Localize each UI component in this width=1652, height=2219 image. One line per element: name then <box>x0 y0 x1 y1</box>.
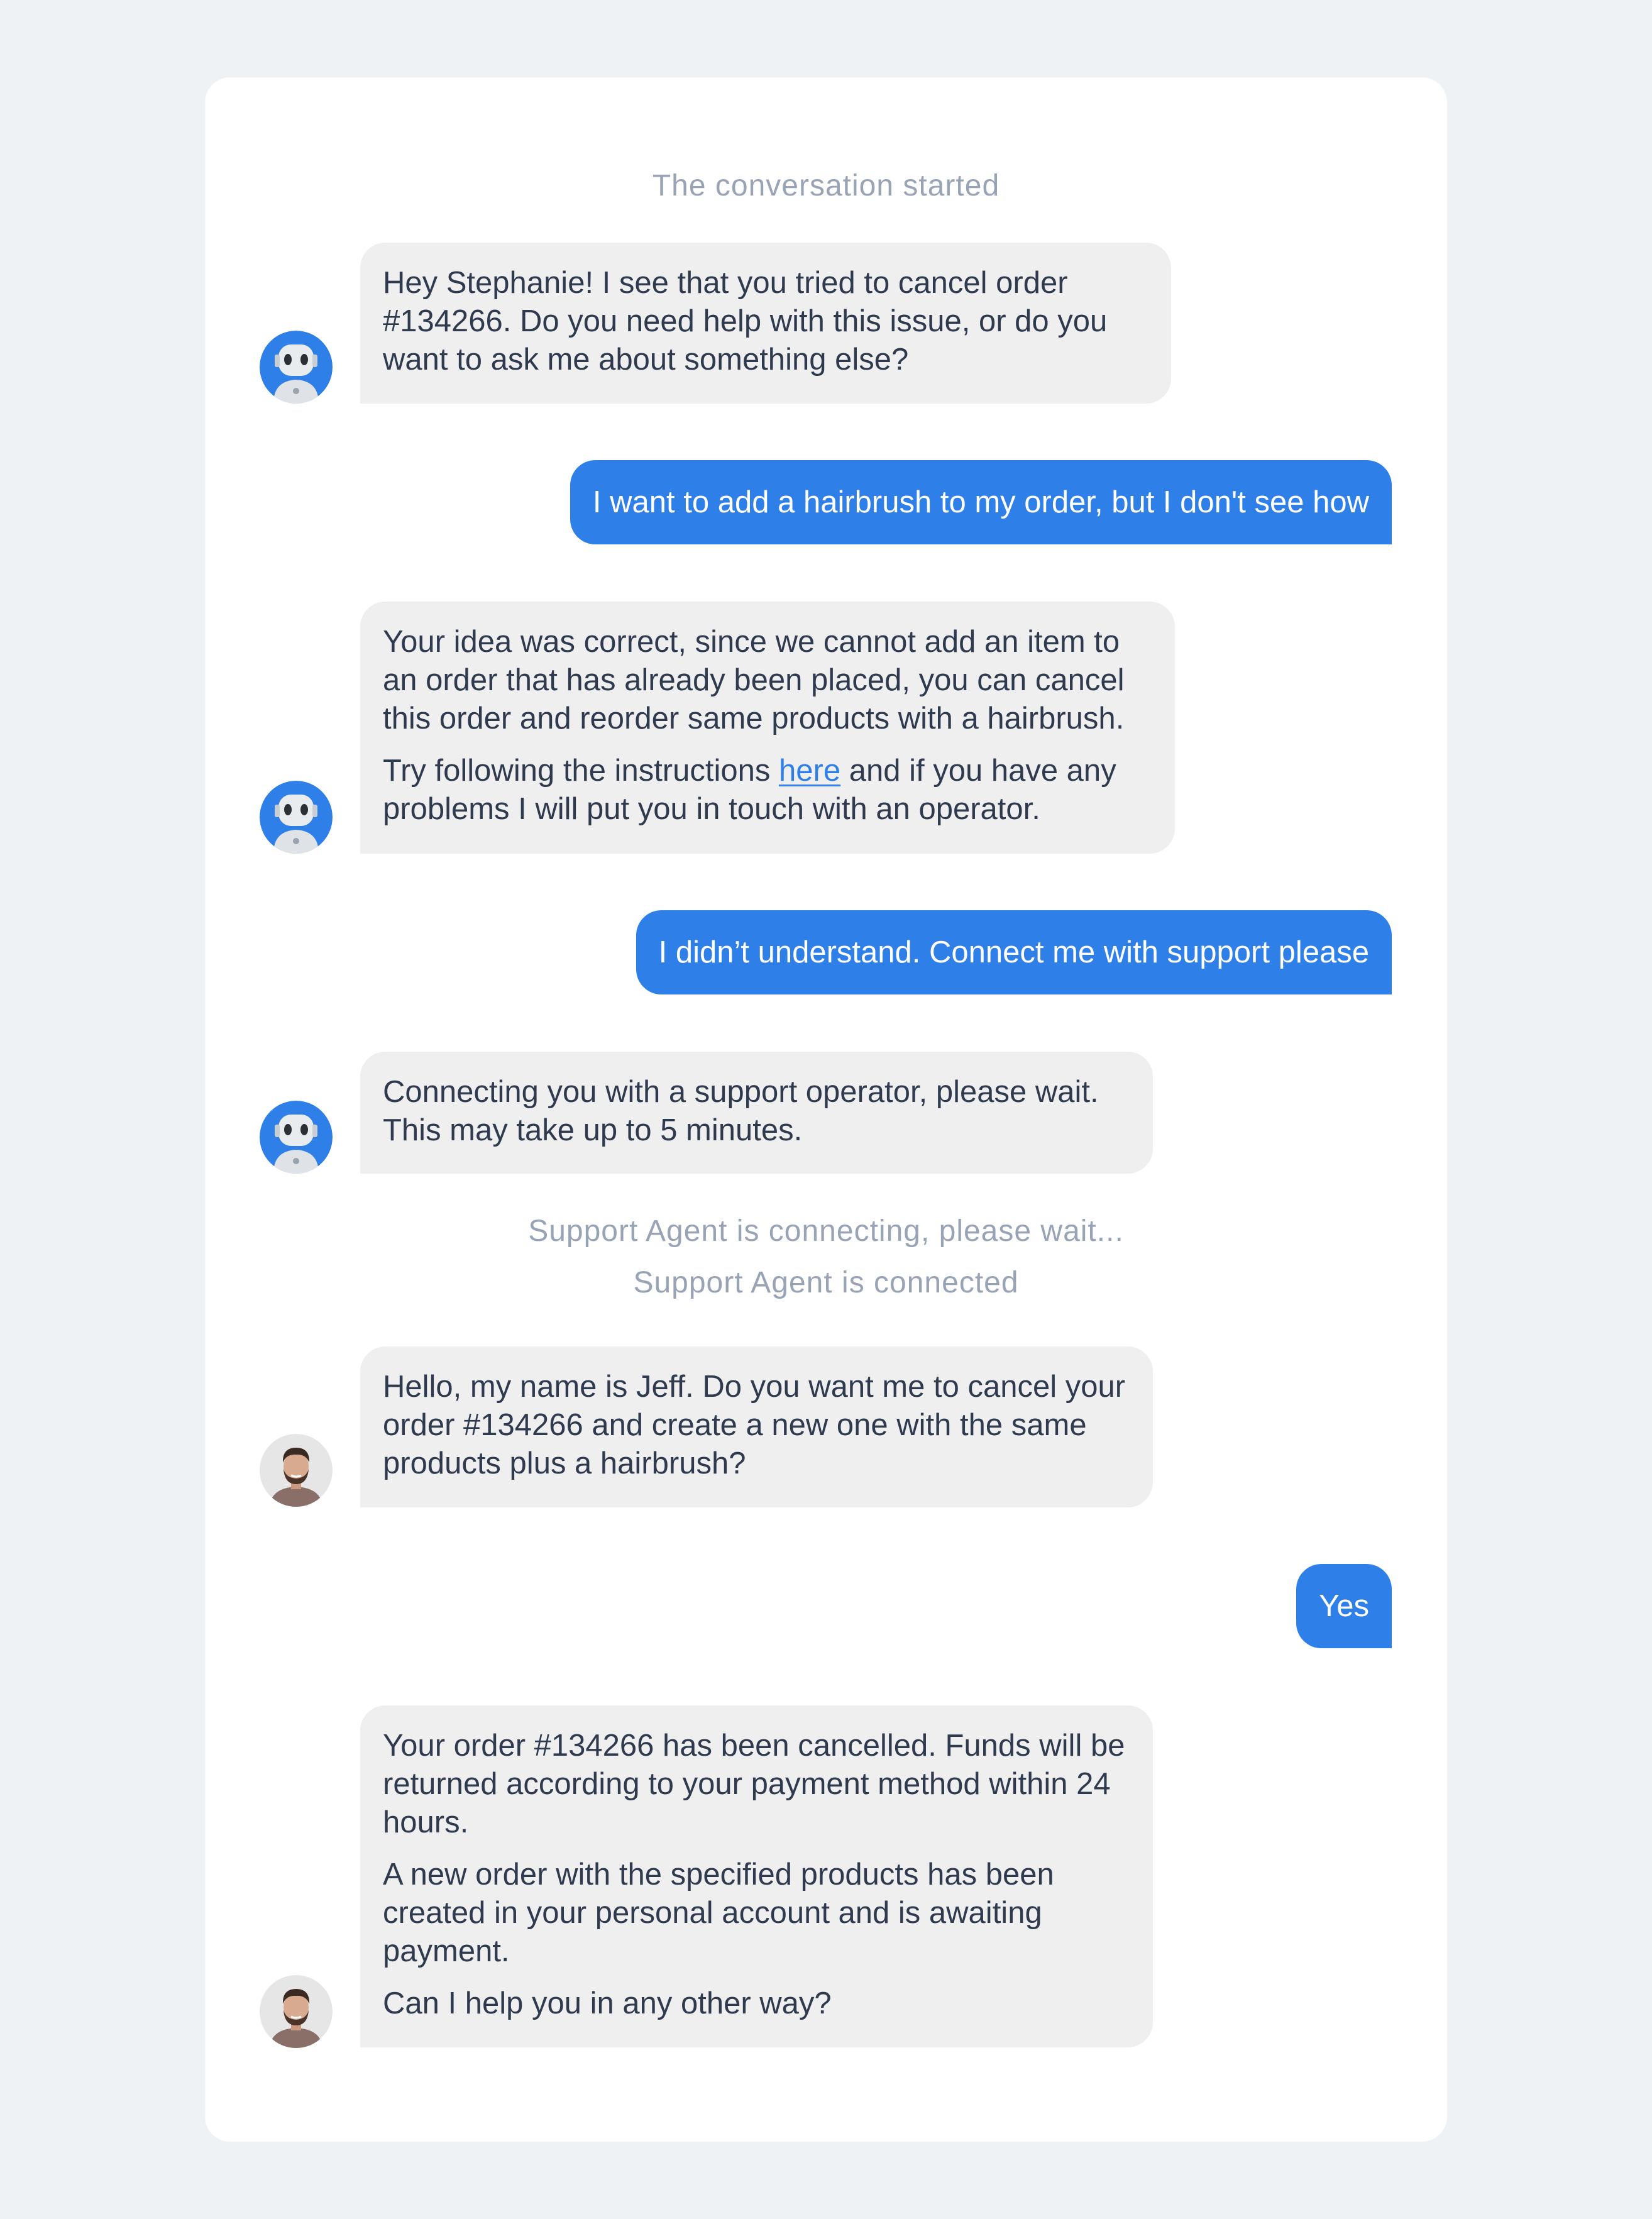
robot-avatar <box>260 781 333 854</box>
robot-icon <box>260 781 333 854</box>
robot-icon <box>260 1101 333 1174</box>
agent-message <box>360 1705 1153 2047</box>
message-text: Your order #134266 has been cancelled. Funds will be returned according to your payment method within 24 hours. <box>383 1729 1125 1839</box>
message-text: Hey Stephanie! I see that you tried to cancel order #134266. Do you need help with this issue, or do you want to ask me about something else? <box>383 266 1108 377</box>
bot-message <box>360 1052 1153 1174</box>
person-icon <box>260 1434 333 1507</box>
user-message <box>1296 1564 1392 1648</box>
message-text: Can I help you in any other way? <box>383 1986 832 2020</box>
message-text: Hello, my name is Jeff. Do you want me to cancel your order #134266 and create a new one with the same products plus a hairbrush? <box>383 1370 1126 1480</box>
robot-icon <box>260 331 333 404</box>
message-text: Your idea was correct, since we cannot add an item to an order that has already been placed, you can cancel this order and reorder same products with a hairbrush. <box>383 625 1125 735</box>
message-text: Connecting you with a support operator, please wait. This may take up to 5 minutes. <box>383 1075 1099 1147</box>
message-text: Try following the instructions here and if you have any problems I will put you in touch with an operator. <box>383 754 1116 826</box>
person-icon <box>260 1975 333 2048</box>
message-text: A new order with the specified products has been created in your personal account and is awaiting payment. <box>383 1858 1054 1968</box>
bot-message <box>360 243 1171 404</box>
message-text: I didn’t understand. Connect me with support please <box>658 935 1369 969</box>
system-message-started: The conversation started <box>652 169 1000 202</box>
agent-message <box>360 1346 1153 1507</box>
instructions-link[interactable]: here <box>779 754 841 788</box>
agent-avatar <box>260 1975 333 2048</box>
agent-avatar <box>260 1434 333 1507</box>
system-message-connecting: Support Agent is connecting, please wait... <box>528 1214 1124 1248</box>
robot-avatar <box>260 331 333 404</box>
system-message-connected: Support Agent is connected <box>633 1266 1019 1299</box>
message-text: I want to add a hairbrush to my order, but I don't see how <box>592 485 1369 519</box>
bot-message <box>360 602 1175 854</box>
user-message <box>636 910 1392 994</box>
message-text: Yes <box>1319 1589 1369 1623</box>
user-message <box>570 460 1392 544</box>
robot-avatar <box>260 1101 333 1174</box>
